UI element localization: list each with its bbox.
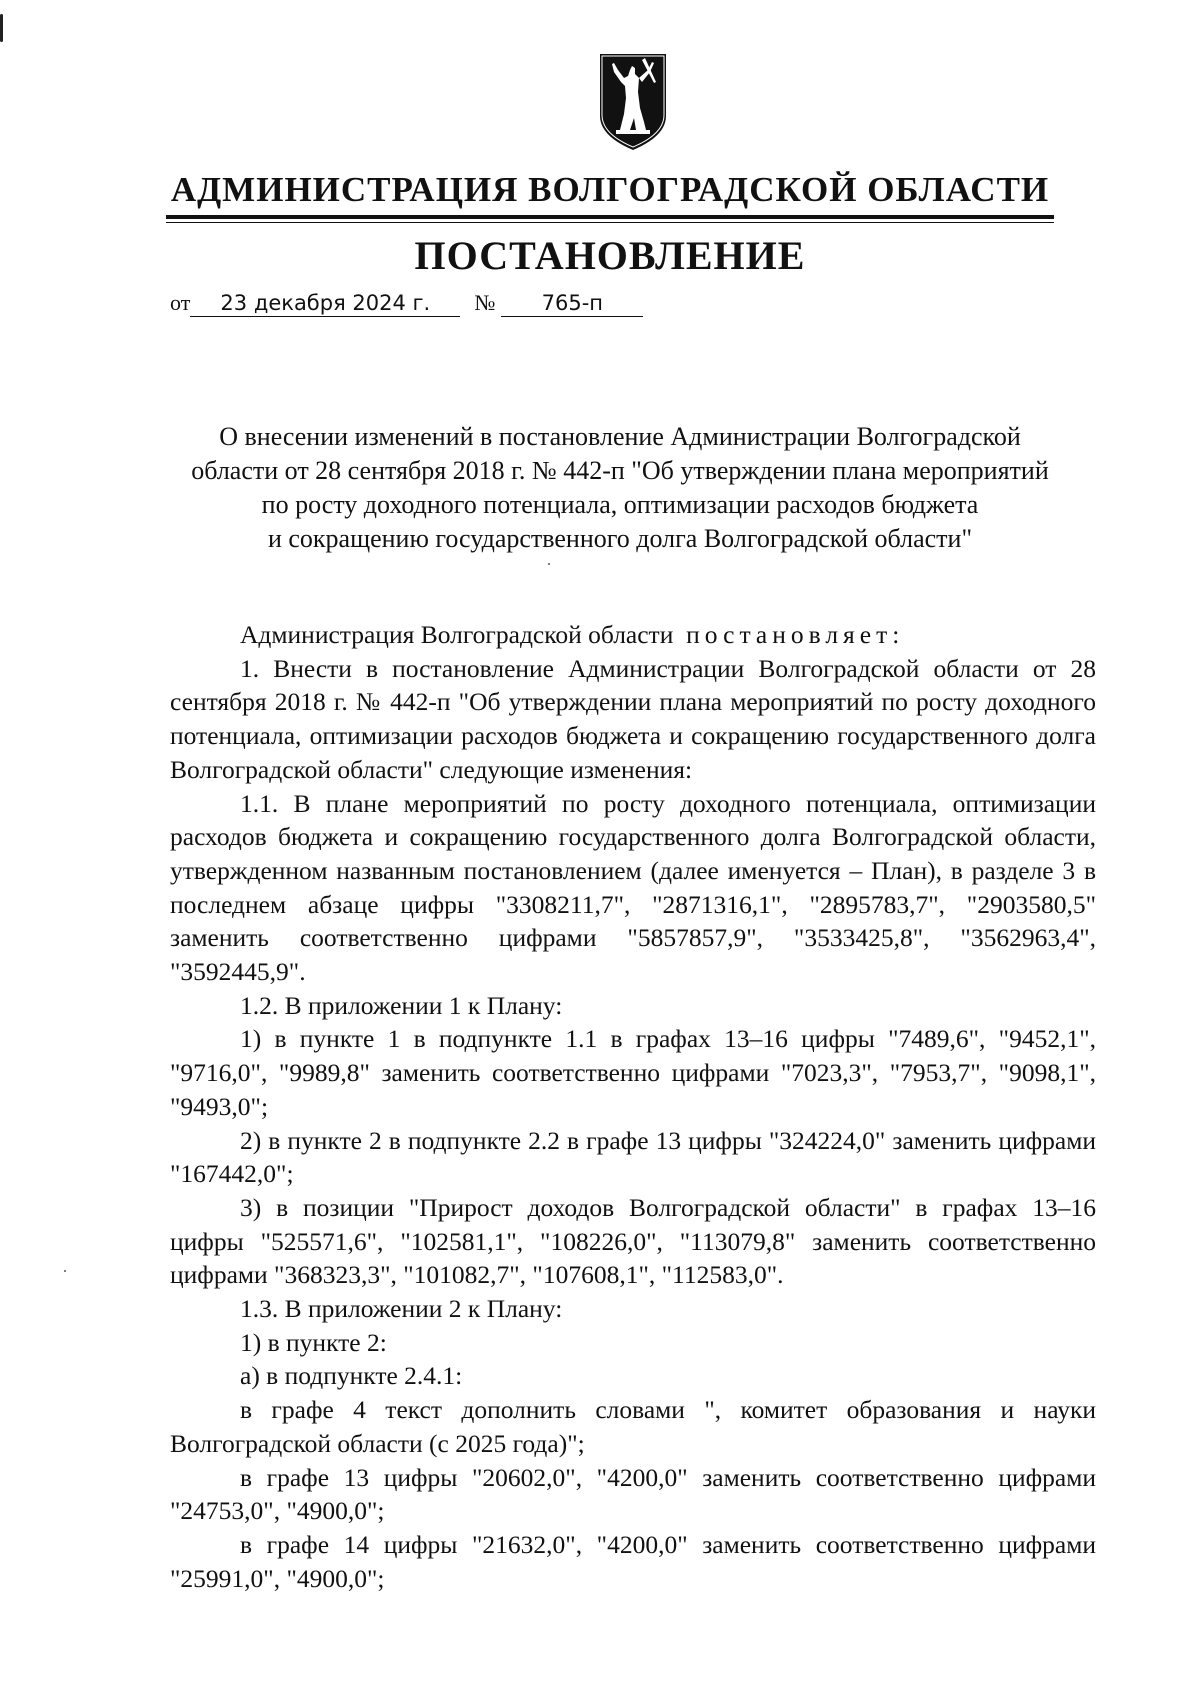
document-subject	[160, 420, 1080, 556]
body-paragraph: 1.2. В приложении 1 к Плану:	[240, 990, 563, 1020]
intro-paragraph	[170, 618, 1096, 652]
body-paragraph: в графе 4 текст дополнить словами ", комитет образования и науки Волгоградской области (с 2025 года)";	[170, 1395, 1096, 1458]
body-paragraph: 1. Внести в постановление Администрации Волгоградской области от 28 сентября 2018 г. № 442-п "Об утверждении плана мероприятий по росту доходного потенциала, оптимизации расходов бюджета и сокращению государственного долга Волгоградской области" следующие изменения:	[170, 653, 1096, 784]
body-paragraph: 1.3. В приложении 2 к Плану:	[240, 1294, 563, 1324]
body-paragraph: 3) в позиции "Прирост доходов Волгоградской области" в графах 13–16 цифры "525571,6", "102581,1", "108226,0", "113079,8" заменить соответственно цифрами "368323,3", "101082,7", "107608,1", "112583,0".	[170, 1192, 1096, 1290]
scan-speck	[64, 1270, 66, 1272]
body-paragraph: 1.1. В плане мероприятий по росту доходного потенциала, оптимизации расходов бюджета и сокращению государственного долга Волгоградской области, утвержденном названным постановлением (далее именуется – План), в разделе 3 в последнем абзаце цифры "3308211,7", "2871316,1", "2895783,7", "2903580,5" заменить соответственно цифрами "5857857,9", "3533425,8", "3562963,4", "3592445,9".	[170, 788, 1096, 987]
header-rule-thick	[166, 215, 1054, 219]
header-rule-thin	[166, 222, 1054, 223]
date-number-line	[170, 290, 643, 317]
body-paragraph: а) в подпункте 2.4.1:	[240, 1361, 463, 1391]
intro-text: Администрация Волгоградской области	[240, 620, 674, 649]
subject-line: и сокращению государственного долга Волгоградской области"	[267, 524, 973, 553]
subject-line: О внесении изменений в постановление Администрации Волгоградской	[219, 422, 1021, 451]
intro-verb: постановляет:	[686, 620, 905, 649]
body-paragraph: 1) в пункте 1 в подпункте 1.1 в графах 13–16 цифры "7489,6", "9452,1", "9716,0", "9989,8" заменить соответственно цифрами "7023,3", "7953,7", "9098,1", "9493,0";	[170, 1024, 1096, 1121]
scan-speck	[548, 563, 550, 565]
body-paragraph: в графе 14 цифры "21632,0", "4200,0" заменить соответственно цифрами "25991,0", "4900,0";	[170, 1529, 1096, 1593]
document-type-title: ПОСТАНОВЛЕНИЕ	[414, 233, 806, 278]
body-paragraph: в графе 13 цифры "20602,0", "4200,0" заменить соответственно цифрами "24753,0", "4900,0";	[170, 1462, 1096, 1526]
body-paragraph: 1) в пункте 2:	[240, 1327, 387, 1357]
subject-line: области от 28 сентября 2018 г. № 442-п "Об утверждении плана мероприятий	[191, 456, 1049, 485]
subject-line: по росту доходного потенциала, оптимизации расходов бюджета	[261, 490, 979, 519]
organization-title: АДМИНИСТРАЦИЯ ВОЛГОГРАДСКОЙ ОБЛАСТИ	[170, 170, 1050, 209]
scan-edge-mark	[0, 14, 3, 42]
body-paragraph: 2) в пункте 2 в подпункте 2.2 в графе 13 цифры "324224,0" заменить цифрами "167442,0";	[170, 1125, 1096, 1189]
document-date: 23 декабря 2024 г.	[190, 291, 460, 317]
document-number: 765-п	[501, 291, 643, 317]
date-prefix: от	[170, 290, 191, 315]
volgograd-emblem-icon	[592, 52, 674, 152]
document-body	[170, 618, 1096, 1595]
number-label: №	[474, 290, 496, 315]
